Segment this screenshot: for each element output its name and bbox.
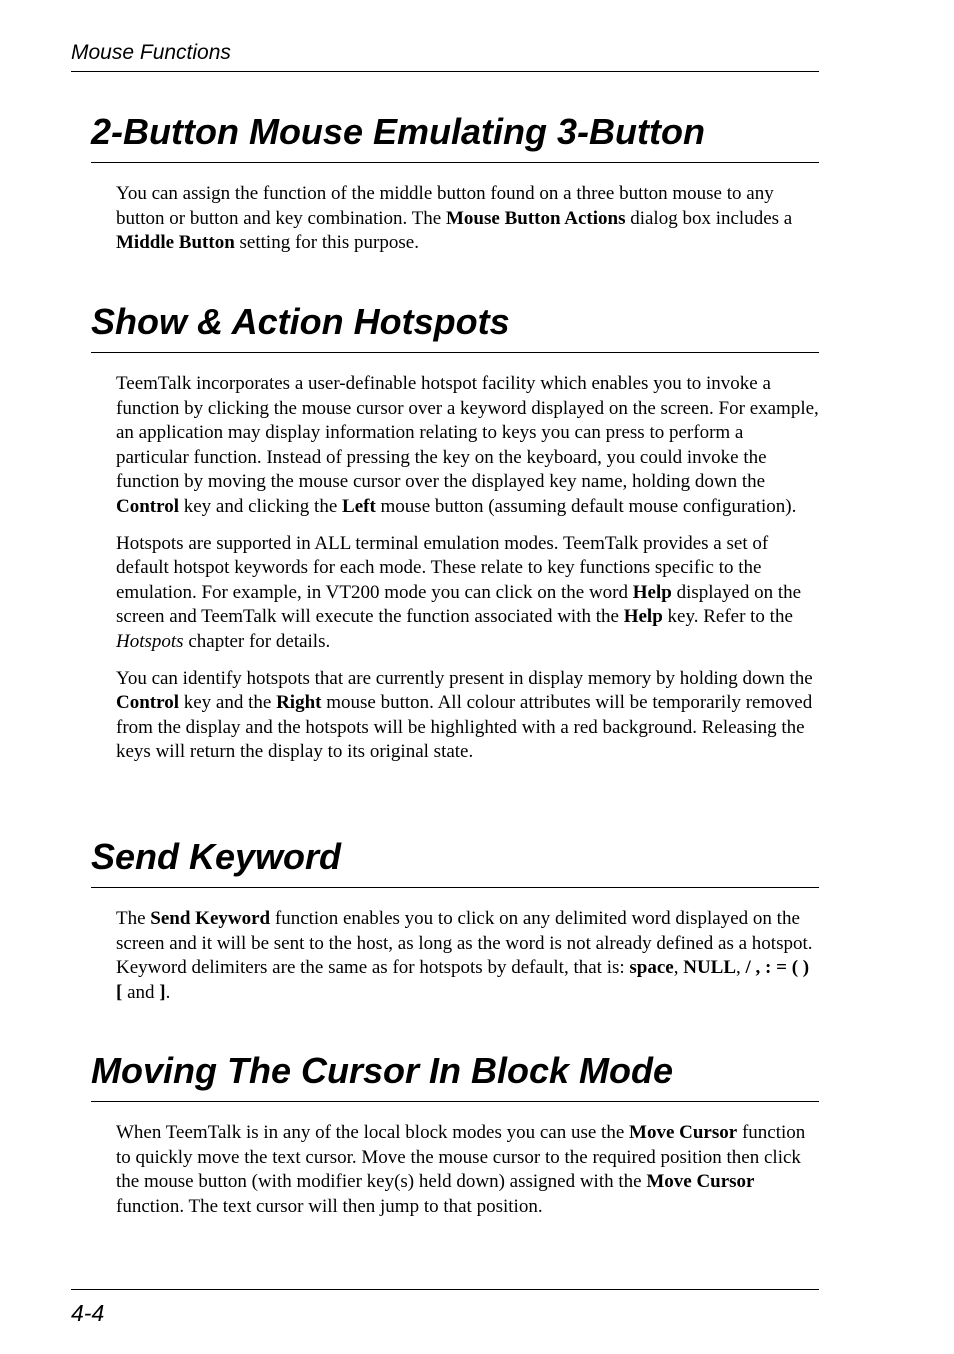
body-paragraph	[116, 532, 819, 655]
text-run: Hotspots are supported in ALL terminal emulation modes. TeemTalk provides a set of default hotspot keywords for each mode. These relate to key functions specific to the emulation. For example, in VT200 mode you can click on the word	[116, 532, 769, 603]
section-heading: Show & Action Hotspots	[91, 298, 819, 353]
text-run: function. The text cursor will then jump to that position.	[116, 1195, 543, 1217]
section-2-button-mouse	[91, 108, 819, 268]
section-heading: 2-Button Mouse Emulating 3-Button	[91, 108, 819, 163]
header-rule	[71, 71, 819, 72]
running-header: Mouse Functions	[71, 41, 231, 64]
page-number: 4-4	[71, 1300, 105, 1326]
bold-term: space	[629, 957, 674, 979]
text-run: key and the	[178, 692, 277, 714]
bold-term: Control	[116, 692, 179, 714]
bold-term: Middle Button	[116, 232, 235, 254]
section-body	[116, 353, 819, 765]
section-body	[116, 163, 819, 256]
text-run: You can identify hotspots that are currently present in display memory by holding down the	[116, 667, 813, 689]
section-moving-cursor-block-mode	[91, 1047, 819, 1231]
bold-term: Mouse Button Actions	[446, 207, 626, 229]
bold-term: Right	[276, 692, 322, 714]
text-run: dialog box includes a	[625, 207, 793, 229]
text-run: You can assign the function of the middle button found on a three button mouse to any button or button and key combination. The	[116, 183, 774, 229]
section-show-action-hotspots	[91, 298, 819, 777]
bold-term: Send Keyword	[150, 908, 271, 929]
body-paragraph	[116, 182, 819, 256]
bold-term: NULL	[683, 957, 737, 979]
text-run: chapter for details.	[183, 630, 331, 652]
text-run: .	[165, 981, 171, 1003]
text-run: mouse button (assuming default mouse configuration).	[375, 495, 797, 517]
section-body	[116, 888, 819, 1005]
text-run: When TeemTalk is in any of the local block modes you can use the	[116, 1122, 630, 1143]
text-run: The	[116, 908, 151, 929]
section-heading: Send Keyword	[91, 833, 819, 888]
text-run: function enables you to click on any delimited word displayed on the screen and it will be sent to the host, as long as the word is not already defined as a hotspot. Keyword delimiters are the same as for hotspots by default, that is:	[116, 908, 813, 979]
bold-term: Help	[632, 581, 672, 603]
text-run: ,	[736, 957, 746, 979]
text-run: key. Refer to the	[662, 606, 793, 628]
text-run: TeemTalk incorporates a user-definable hotspot facility which enables you to invoke a function by clicking the mouse cursor over a keyword displayed on the screen. For example, an application may display information relating to keys you can press to perform a particular function. Instead of pressing the key on the keyboard, you could invoke the function by moving the mouse cursor over the displayed key name, holding down the	[116, 373, 819, 493]
bold-term: ]	[159, 981, 166, 1003]
section-heading: Moving The Cursor In Block Mode	[91, 1047, 819, 1102]
bold-term: Help	[623, 606, 663, 628]
body-paragraph	[116, 667, 819, 765]
body-paragraph	[116, 907, 819, 1005]
bold-term: Move Cursor	[629, 1122, 738, 1143]
text-run: mouse button. All colour attributes will be temporarily removed from the display and the hotspots will be highlighted with a red background. Releasing the keys will return the display to its original state.	[116, 692, 813, 763]
bold-term: Move Cursor	[646, 1171, 755, 1193]
italic-term: Hotspots	[116, 630, 184, 652]
bold-term: Control	[116, 495, 179, 517]
text-run: key and clicking the	[178, 495, 343, 517]
bold-term: / , : = ( ) [	[116, 957, 810, 1003]
footer-rule	[71, 1289, 819, 1290]
text-run: setting for this purpose.	[234, 232, 419, 254]
section-send-keyword	[91, 833, 819, 1017]
text-run: function to quickly move the text cursor. Move the mouse cursor to the required position then click the mouse button (with modifier key(s) held down) assigned with the	[116, 1122, 806, 1193]
text-run: ,	[673, 957, 684, 979]
text-run: and	[122, 981, 160, 1003]
text-run: displayed on the screen and TeemTalk will execute the function associated with the	[116, 581, 802, 628]
body-paragraph	[116, 372, 819, 520]
bold-term: Left	[342, 495, 376, 517]
section-body	[116, 1102, 819, 1219]
body-paragraph	[116, 1121, 819, 1219]
